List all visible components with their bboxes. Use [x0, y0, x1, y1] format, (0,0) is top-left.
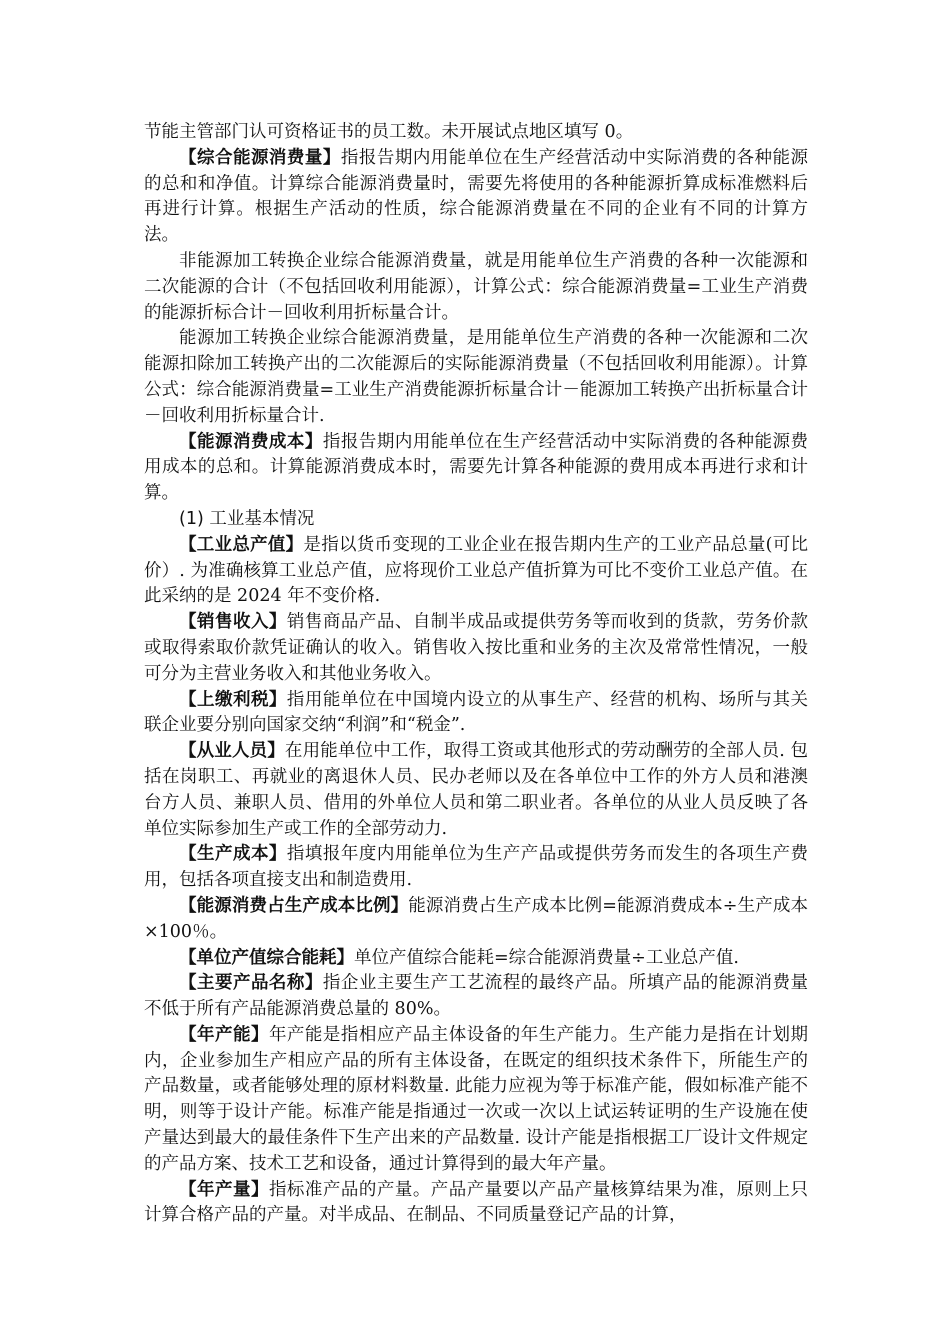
term-label: 【上缴利税】	[179, 689, 287, 710]
paragraph-employees	[144, 739, 808, 842]
paragraph-text: 非能源加工转换企业综合能源消费量，就是用能单位生产消费的各种一次能源和二次能源的合计（不包括回收利用能源），计算公式：综合能源消费量=工业生产消费的能源折标合计－回收利用折标量合计。	[144, 250, 808, 323]
paragraph-comprehensive-energy	[144, 146, 808, 249]
paragraph-text: 指报告期内用能单位在生产经营活动中实际消费的各种能源费用成本的总和。计算能源消费成本时，需要先计算各种能源的费用成本再进行求和计算。	[144, 431, 809, 504]
paragraph-non-processing-formula	[144, 249, 808, 326]
paragraph-main-product	[144, 971, 808, 1023]
paragraph-unit-output-energy	[144, 946, 808, 972]
section-heading: (1) 工业基本情况	[179, 508, 315, 529]
term-label: 【年产量】	[179, 1179, 269, 1200]
term-label: 【单位产值综合能耗】	[179, 947, 354, 968]
term-label: 【主要产品名称】	[179, 973, 323, 994]
term-label: 【综合能源消费量】	[179, 147, 341, 168]
paragraph-text: 单位产值综合能耗=综合能源消费量÷工业总产值.	[354, 947, 739, 968]
term-label: 【生产成本】	[179, 844, 287, 865]
paragraph-text: 指企业主要生产工艺流程的最终产品。所填产品的能源消费量不低于所有产品能源消费总量的 80%。	[144, 973, 809, 1020]
paragraph-text: 年产能是指相应产品主体设备的年生产能力。生产能力是指在计划期内，企业参加生产相应产品的所有主体设备，在既定的组织技术条件下，所能生产的产品数量，或者能够处理的原材料数量. 此能力应视为等于标准产能，假如标准产能不明，则等于设计产能。标准产能是指通过一次或一次以上试运转证明的生产设施在使产量达到最大的最佳条件下生产出来的产品数量. 设计产能是指根据工厂设计文件规定的产品方案、技术工艺和设备，通过计算得到的最大年产量。	[144, 1024, 809, 1174]
paragraph-energy-cost	[144, 430, 808, 507]
paragraph-text: 能源加工转换企业综合能源消费量，是用能单位生产消费的各种一次能源和二次能源扣除加工转换产出的二次能源后的实际能源消费量（不包括回收利用能源）。计算公式：综合能源消费量=工业生产消费能源折标量合计－能源加工转换产出折标量合计－回收利用折标量合计.	[144, 328, 808, 426]
paragraph-sales-revenue	[144, 610, 808, 687]
paragraph-text: 指用能单位在中国境内设立的从事生产、经营的机构、场所与其关联企业要分别向国家交纳“利润”和“税金”.	[144, 689, 809, 736]
paragraph-annual-output	[144, 1178, 808, 1230]
document-page	[144, 120, 808, 1229]
paragraph-text: 指报告期内用能单位在生产经营活动中实际消费的各种能源的总和和净值。计算综合能源消费量时，需要先将使用的各种能源折算成标准燃料后再进行计算。根据生产活动的性质，综合能源消费量在不同的企业有不同的计算方法。	[144, 147, 809, 246]
paragraph-text: 指填报年度内用能单位为生产产品或提供劳务而发生的各项生产费用，包括各项直接支出和制造费用.	[144, 844, 809, 891]
paragraph-text: 节能主管部门认可资格证书的员工数。未开展试点地区填写 0。	[144, 122, 634, 142]
term-label: 【能源消费占生产成本比例】	[179, 895, 409, 916]
paragraph-production-cost	[144, 842, 808, 894]
paragraph-annual-capacity	[144, 1023, 808, 1178]
paragraph-text: 是指以货币变现的工业企业在报告期内生产的工业产品总量(可比价）. 为准确核算工业总产值，应将现价工业总产值折算为可比不变价工业总产值。在此采纳的是 2024 年不变价格.	[144, 534, 809, 607]
paragraph-energy-cost-ratio	[144, 894, 808, 946]
term-label: 【销售收入】	[179, 612, 287, 633]
paragraph-text: 指标准产品的产量。产品产量要以产品产量核算结果为准，原则上只计算合格产品的产量。对半成品、在制品、不同质量登记产品的计算，	[144, 1179, 809, 1226]
term-label: 【年产能】	[179, 1024, 269, 1045]
term-label: 【能源消费成本】	[179, 431, 323, 452]
paragraph-1	[144, 120, 808, 146]
term-label: 【工业总产值】	[179, 534, 304, 555]
term-label: 【从业人员】	[179, 741, 285, 762]
paragraph-text: 在用能单位中工作，取得工资或其他形式的劳动酬劳的全部人员. 包括在岗职工、再就业的离退休人员、民办老师以及在各单位中工作的外方人员和港澳台方人员、兼职人员、借用的外单位人员和第二职业者。各单位的从业人员反映了各单位实际参加生产或工作的全部劳动力.	[144, 741, 808, 839]
paragraph-text: 能源消费占生产成本比例=能源消费成本÷生产成本×100％。	[144, 895, 808, 942]
paragraph-industrial-output	[144, 533, 808, 610]
paragraph-text: 销售商品产品、自制半成品或提供劳务等而收到的货款，劳务价款或取得索取价款凭证确认的收入。销售收入按比重和业务的主次及常常性情况，一般可分为主营业务收入和其他业务收入。	[144, 612, 809, 684]
paragraph-processing-formula	[144, 326, 808, 429]
paragraph-taxes	[144, 688, 808, 740]
